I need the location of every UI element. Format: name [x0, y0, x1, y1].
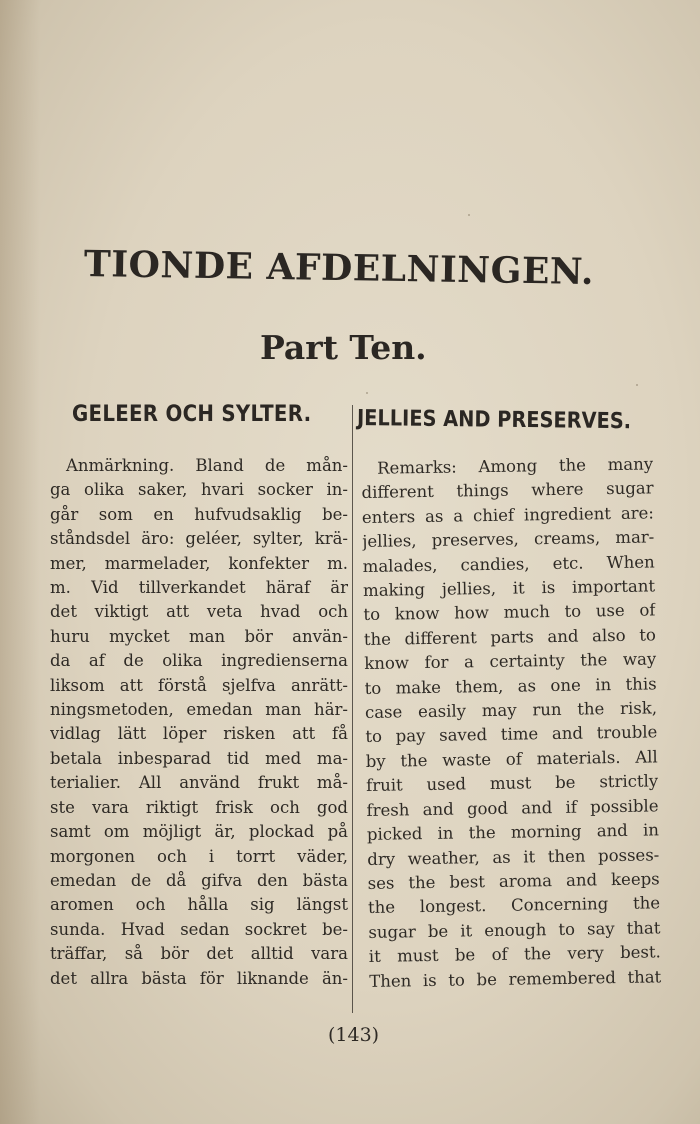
text-line: det allra bästa för liknande än-: [50, 968, 348, 988]
text-line: går som en hufvudsaklig be-: [50, 504, 348, 524]
paper-speck: [366, 392, 368, 394]
text-line: vidlag lätt löper risken att få: [50, 724, 348, 744]
text-line: morgonen och i torrt väder,: [50, 846, 348, 866]
page-edge-shadow: [0, 0, 40, 1124]
text-line: enters as a chief ingredient are:: [361, 503, 655, 527]
text-line: ste vara riktigt frisk och god: [50, 797, 348, 817]
text-line: Then is to be remembered that: [369, 966, 662, 991]
text-line: malades, candies, etc. When: [362, 552, 655, 576]
text-line: sunda. Hvad sedan sockret be-: [50, 919, 348, 939]
text-line: mer, marmelader, konfekter m.: [50, 553, 348, 573]
swedish-text-column: [50, 454, 348, 991]
chapter-subtitle: Part Ten.: [260, 328, 427, 367]
text-line: terialier. All använd frukt må-: [50, 773, 348, 793]
text-line: the different parts and also to: [363, 625, 656, 649]
column-divider: [352, 405, 353, 1013]
text-line: ga olika saker, hvari socker in-: [50, 480, 348, 500]
text-line: Remarks: Among the many: [377, 454, 654, 478]
text-line: making jellies, it is important: [362, 576, 656, 601]
text-line: to know how much to use of: [363, 600, 656, 625]
text-line: det viktigt att veta hvad och: [50, 602, 348, 622]
text-line: by the waste of materials. All: [365, 747, 658, 771]
text-line: betala inbesparad tid med ma-: [50, 748, 348, 768]
text-line: to make them, as one in this: [364, 674, 657, 698]
paper-speck: [636, 384, 638, 386]
english-heading: JELLIES AND PRESERVES.: [356, 406, 632, 435]
text-line: picked in the morning and in: [366, 820, 660, 845]
text-line: huru mycket man bör använ-: [50, 626, 348, 646]
text-line: Anmärkning. Bland de mån-: [66, 456, 348, 475]
text-line: jellies, preserves, creams, mar-: [362, 527, 655, 552]
text-line: ningsmetoden, emedan man här-: [50, 700, 348, 720]
text-line: liksom att förstå sjelfva anrätt-: [50, 675, 348, 695]
text-line: case easily may run the risk,: [364, 698, 658, 723]
text-line: fresh and good and if possible: [366, 796, 659, 820]
swedish-heading: GELEER OCH SYLTER.: [72, 402, 312, 427]
text-line: da af de olika ingredienserna: [50, 651, 348, 671]
text-line: aromen och hålla sig längst: [50, 895, 348, 915]
text-line: know for a certainty the way: [364, 649, 657, 674]
text-line: sugar be it enough to say that: [368, 918, 661, 942]
text-line: to pay saved time and trouble: [365, 722, 658, 747]
text-line: fruit used must be strictly: [366, 771, 659, 796]
text-line: träffar, så bör det alltid vara: [50, 944, 348, 964]
text-line: samt om möjligt är, plockad på: [50, 822, 348, 842]
text-line: emedan de då gifva den bästa: [50, 870, 348, 890]
chapter-title: TIONDE AFDELNINGEN.: [83, 243, 595, 294]
page-number: (143): [328, 1024, 380, 1046]
text-line: m. Vid tillverkandet häraf är: [50, 578, 348, 598]
text-line: ses the best aroma and keeps: [367, 869, 660, 893]
paper-speck: [468, 214, 470, 216]
text-line: it must be of the very best.: [368, 942, 661, 967]
english-text-column: [361, 452, 661, 993]
text-line: different things where sugar: [361, 478, 654, 503]
text-line: ståndsdel äro: geléer, sylter, krä-: [50, 529, 348, 549]
text-line: dry weather, as it then posses-: [367, 844, 660, 869]
text-line: the longest. Concerning the: [367, 893, 661, 918]
